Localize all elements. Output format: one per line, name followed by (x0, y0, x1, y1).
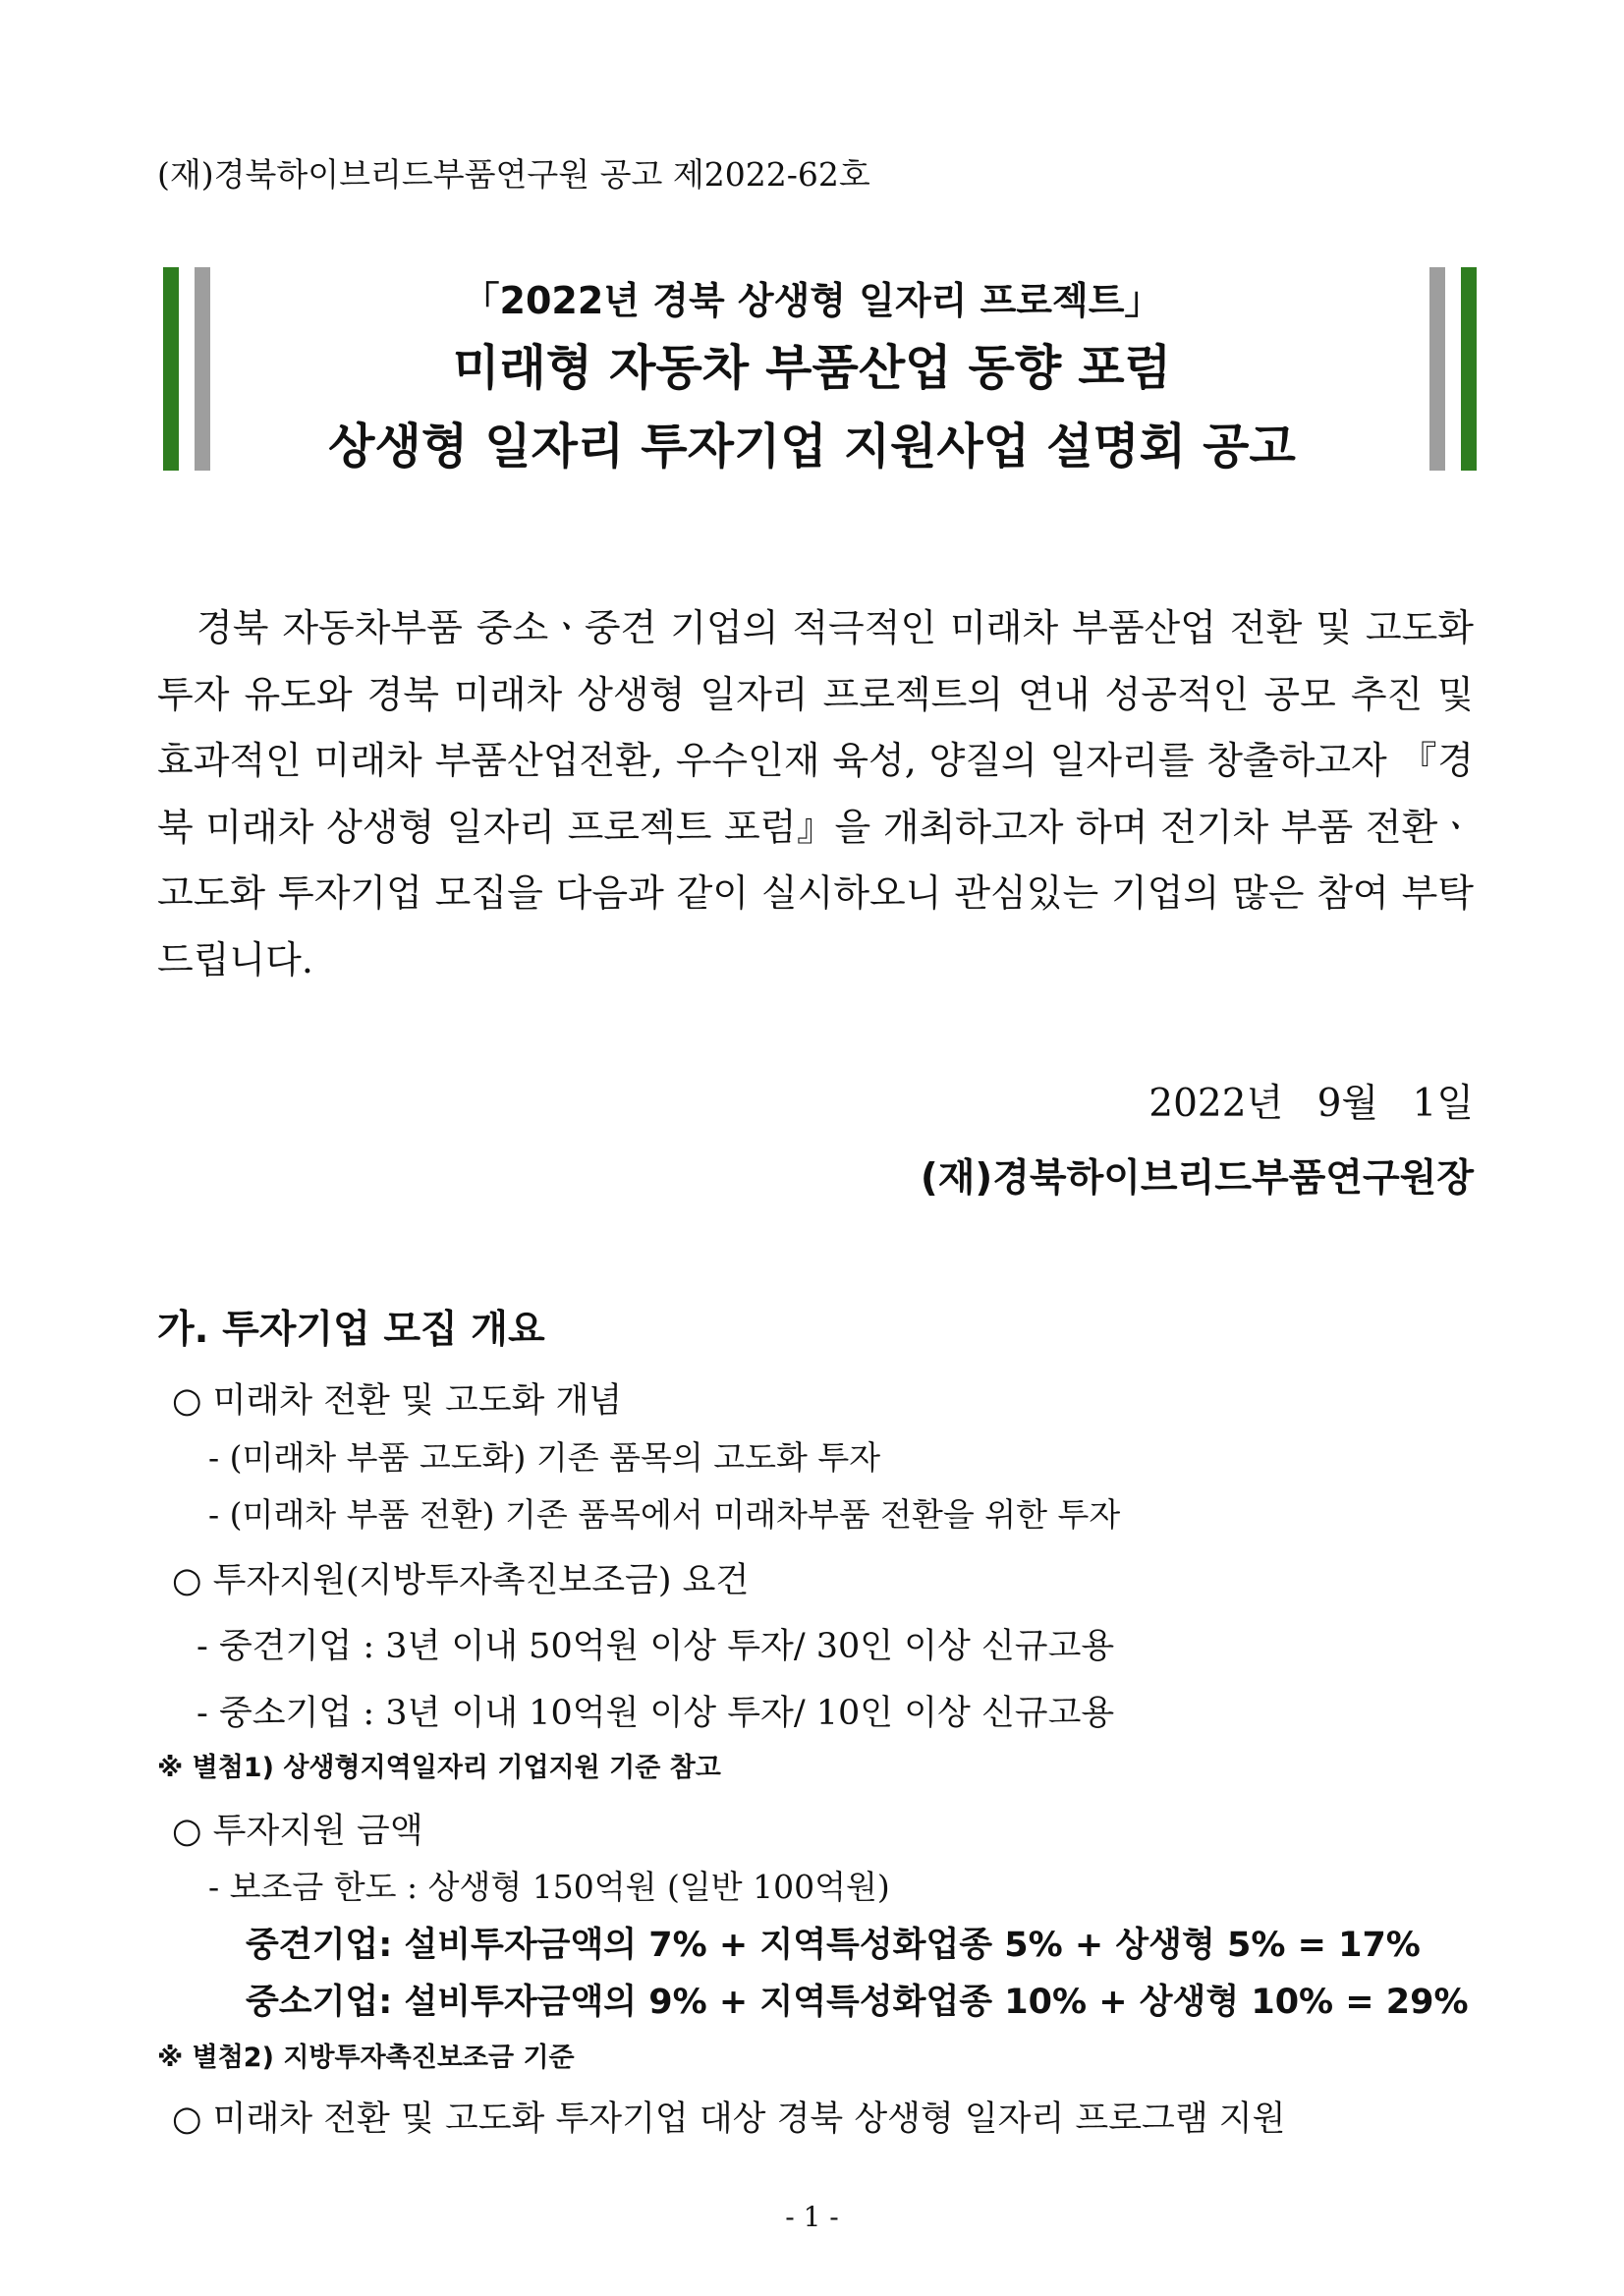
bullet-program-support: ○ 미래차 전환 및 고도화 투자기업 대상 경북 상생형 일자리 프로그램 지원 (172, 2100, 1286, 2139)
section-a-title: 가. 투자기업 모집 개요 (157, 1308, 545, 1352)
note-attachment-1: ※ 별첨1) 상생형지역일자리 기업지원 기준 참고 (157, 1753, 721, 1783)
title-bar-left-gray (195, 267, 210, 471)
title-subtitle: 「2022년 경북 상생형 일자리 프로젝트」 (462, 279, 1162, 322)
dash-conversion: - (미래차 부품 전환) 기존 품목에서 미래차부품 전환을 위한 투자 (208, 1495, 1121, 1534)
title-line-1: 미래형 자동차 부품산업 동향 포럼 (453, 340, 1171, 396)
intro-paragraph: 경북 자동차부품 중소ㆍ중견 기업의 적극적인 미래차 부품산업 전환 및 고도화 투자 유도와 경북 미래차 상생형 일자리 프로젝트의 연내 성공적인 공모 추진 및 효과적인 미래차 부품산업전환, 우수인재 육성, 양질의 일자리를 창출하고자 『경북 미래차 상생형 일자리 프로젝트 포럼』을 개최하고자 하며 전기차 부품 전환ㆍ고도화 투자기업 모집을 다음과 같이 실시하오니 관심있는 기업의 많은 참여 부탁드립니다. (157, 606, 1474, 981)
title-bar-right-gray (1429, 267, 1445, 471)
dash-midsize-requirement: - 중견기업 : 3년 이내 50억원 이상 투자/ 30인 이상 신규고용 (196, 1627, 1115, 1666)
bullet-requirements: ○ 투자지원(지방투자촉진보조금) 요건 (172, 1561, 750, 1600)
notice-number: (재)경북하이브리드부품연구원 공고 제2022-62호 (157, 155, 870, 194)
dash-subsidy-limit: - 보조금 한도 : 상생형 150억원 (일반 100억원) (208, 1868, 890, 1906)
title-bar-right-green (1461, 267, 1477, 471)
title-line-2: 상생형 일자리 투자기업 지원사업 설명회 공고 (328, 419, 1296, 475)
bullet-concept: ○ 미래차 전환 및 고도화 개념 (172, 1381, 623, 1421)
note-attachment-2: ※ 별첨2) 지방투자촉진보조금 기준 (157, 2043, 575, 2073)
page-number: - 1 - (785, 2201, 839, 2233)
formula-small: 중소기업: 설비투자금액의 9% + 지역특성화업종 10% + 상생형 10% = 29% (246, 1983, 1469, 2022)
dash-small-requirement: - 중소기업 : 3년 이내 10억원 이상 투자/ 10인 이상 신규고용 (196, 1694, 1115, 1733)
issuer-name: (재)경북하이브리드부품연구원장 (920, 1156, 1474, 1201)
title-bar-left-green (163, 267, 179, 471)
dash-upgrade: - (미래차 부품 고도화) 기존 품목의 고도화 투자 (208, 1438, 881, 1477)
announcement-date: 2022년 9월 1일 (1148, 1082, 1474, 1126)
formula-midsize: 중견기업: 설비투자금액의 7% + 지역특성화업종 5% + 상생형 5% = 17% (246, 1926, 1421, 1965)
bullet-amount: ○ 투자지원 금액 (172, 1812, 423, 1851)
